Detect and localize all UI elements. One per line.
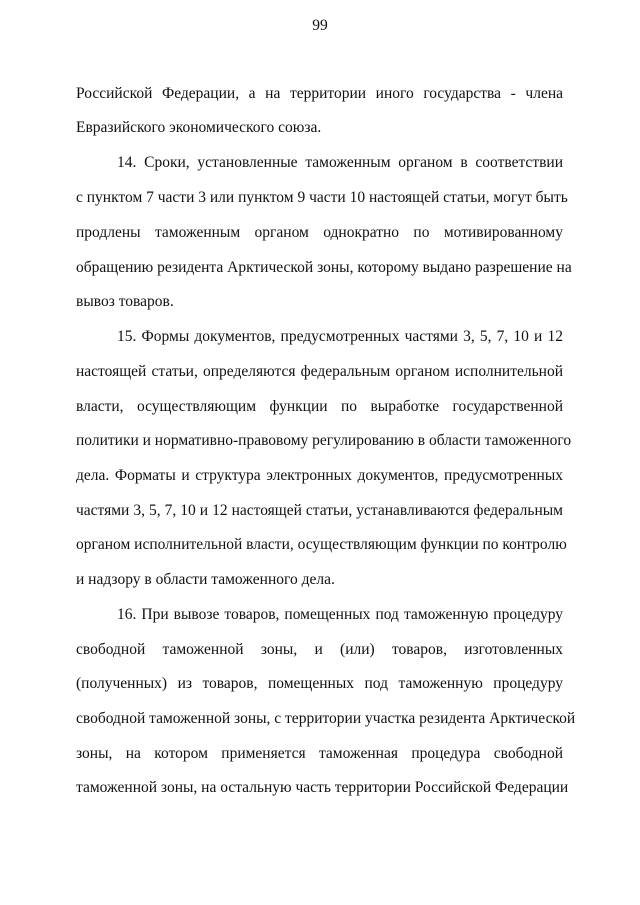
- paragraph-16-start: 16. При вывозе товаров, помещенных под таможенную процедуру: [117, 606, 563, 623]
- paragraph-15-start: 15. Формы документов, предусмотренных частями 3, 5, 7, 10 и 12: [117, 328, 563, 345]
- text-line: с пунктом 7 части 3 или пунктом 9 части 10 настоящей статьи, могут быть: [76, 189, 568, 206]
- text-line: свободной таможенной зоны, и (или) товаров, изготовленных: [76, 641, 563, 658]
- text-line: таможенной зоны, на остальную часть территории Российской Федерации: [76, 779, 569, 796]
- text-line: (полученных) из товаров, помещенных под таможенную процедуру: [76, 675, 563, 692]
- text-line: продлены таможенным органом однократно по мотивированному: [76, 224, 563, 241]
- text-line: и надзору в области таможенного дела.: [76, 571, 335, 588]
- text-line: Российской Федерации, а на территории иного государства - члена: [76, 85, 563, 102]
- text-line: органом исполнительной власти, осуществляющим функции по контролю: [76, 536, 567, 553]
- text-line: дела. Форматы и структура электронных документов, предусмотренных: [76, 467, 563, 484]
- text-line: частями 3, 5, 7, 10 и 12 настоящей статьи, устанавливаются федеральным: [76, 502, 563, 519]
- paragraph-14-start: 14. Сроки, установленные таможенным органом в соответствии: [117, 154, 563, 171]
- text-line: Евразийского экономического союза.: [76, 119, 322, 136]
- text-line: настоящей статьи, определяются федеральным органом исполнительной: [76, 363, 563, 380]
- page-number: 99: [312, 17, 328, 34]
- text-line: свободной таможенной зоны, с территории участка резидента Арктической: [76, 710, 576, 727]
- text-line: политики и нормативно-правовому регулированию в области таможенного: [76, 432, 572, 449]
- text-line: обращению резидента Арктической зоны, которому выдано разрешение на: [76, 259, 572, 276]
- text-line: зоны, на котором применяется таможенная процедура свободной: [76, 745, 563, 762]
- text-line: власти, осуществляющим функции по выработке государственной: [76, 398, 563, 415]
- text-line: вывоз товаров.: [76, 293, 174, 310]
